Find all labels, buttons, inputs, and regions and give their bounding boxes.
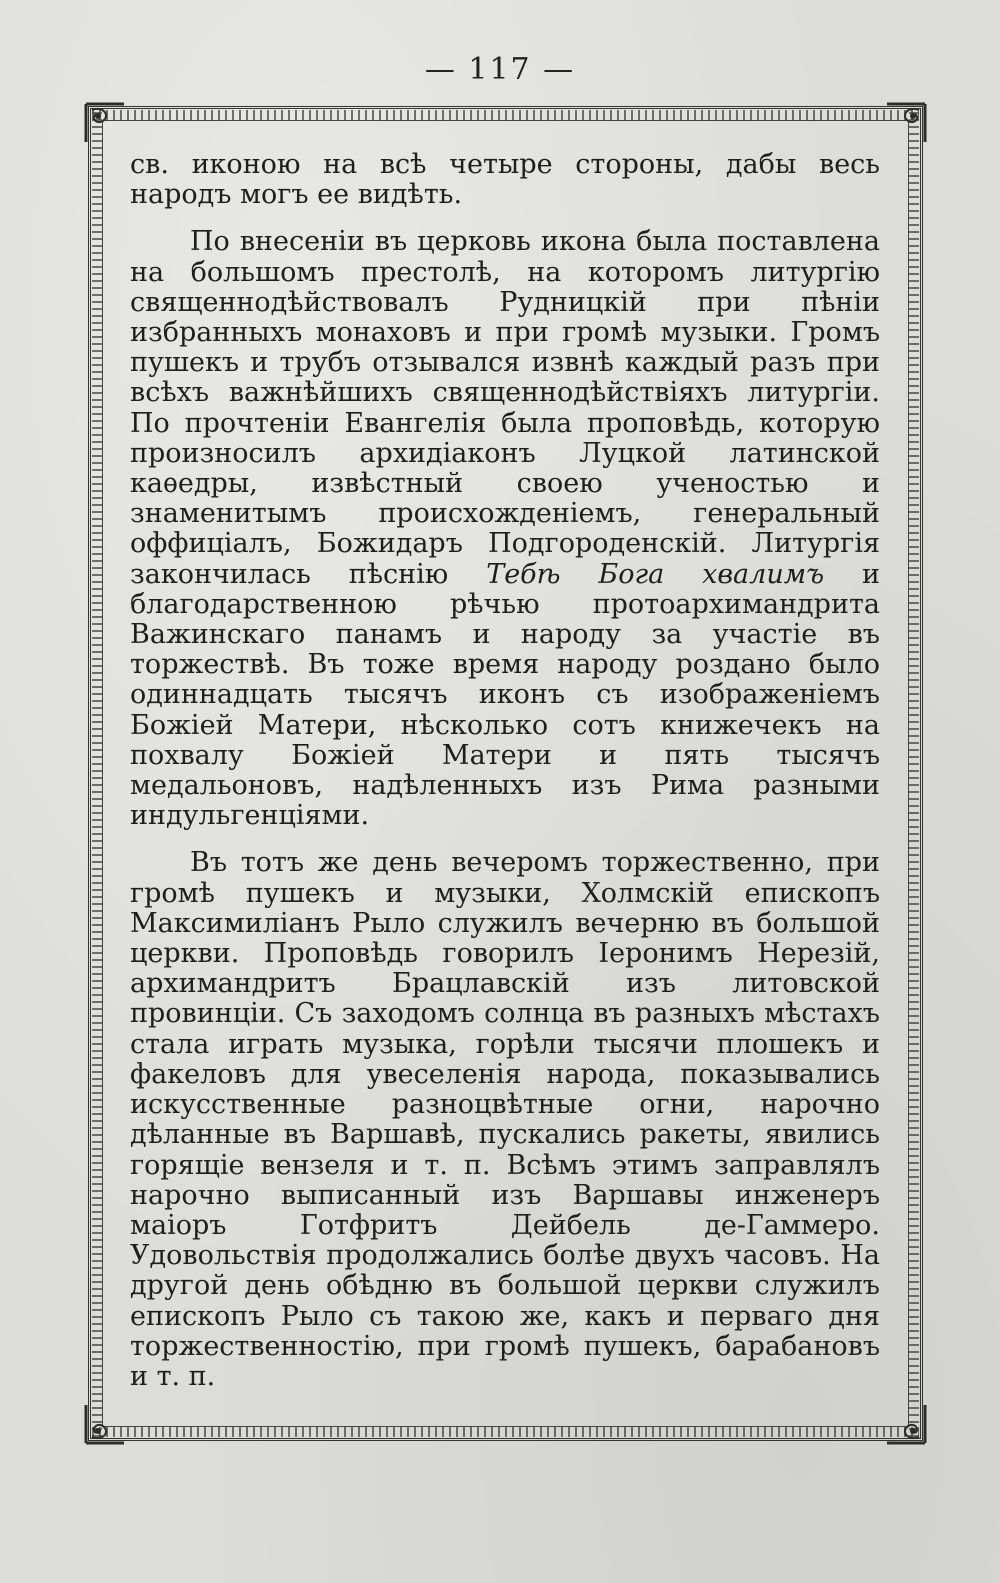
frame-corner-ornament-icon [82,1401,128,1447]
frame-top-band [92,110,919,120]
frame-right-band [909,110,919,1437]
paragraph-text: и благодарственною рѣчью протоархимандрита Важинскаго панамъ и народу за участіе въ торжествѣ. Въ тоже время народу роздано было одиннадцать тысячъ иконъ съ изображеніемъ Божіей Матери, нѣсколько сотъ книжечекъ на похвалу Божіей Матери и пять тысячъ медальоновъ, надѣленныхъ изъ Рима разными индульгенціями. [130,558,880,832]
paragraph-3 [130,848,880,1392]
frame-corner-ornament-icon [883,1401,929,1447]
frame-bottom-band [92,1427,919,1437]
hymn-title-italic: Тебѣ Бога хвалимъ [486,558,825,590]
paragraph-text: св. иконою на всѣ четыре стороны, дабы весь народъ могъ ее видѣть. [130,149,880,211]
frame-corner-ornament-icon [883,100,929,146]
body-text [130,150,880,1392]
frame-corner-ornament-icon [82,100,128,146]
frame-left-band [92,110,102,1437]
paragraph-text: Въ тотъ же день вечеромъ торжественно, при громѣ пушекъ и музыки, Холмскій епископъ Максимиліанъ Рыло служилъ вечерню въ большой церкви. Проповѣдь говорилъ Іеронимъ Нерезій, архимандритъ Брацлавскій изъ литовской провинціи. Съ заходомъ солнца въ разныхъ мѣстахъ стала играть музыка, горѣли тысячи плошекъ и факеловъ для увеселенія народа, показывались искусственные разноцвѣтные огни, нарочно дѣланные въ Варшавѣ, пускались ракеты, явились горящіе вензеля и т. п. Всѣмъ этимъ заправлялъ нарочно выписанный изъ Варшавы инженеръ маіоръ Готфритъ Дейбель де-Гаммеро. Удовольствія продолжались болѣе двухъ часовъ. На другой день обѣдню въ большой церкви служилъ епископъ Рыло съ такою же, какъ и перваго дня торжественностію, при громѣ пушекъ, барабановъ и т. п. [130,847,880,1392]
paragraph-2 [130,227,880,831]
page-number: — 117 — [424,52,576,87]
paragraph-text: По внесеніи въ церковь икона была поставлена на большомъ престолѣ, на которомъ литургію священнодѣйствовалъ Рудницкій при пѣніи избранныхъ монаховъ и при громѣ музыки. Громъ пушекъ и трубъ отзывался извнѣ каждый разъ при всѣхъ важнѣйшихъ священнодѣйствіяхъ литургіи. По прочтеніи Евангелія была проповѣдь, которую произносилъ архидіаконъ Луцкой латинской каѳедры, извѣстный своею ученостью и знаменитымъ происхожденіемъ, генеральный оффиціалъ, Божидаръ Подгороденскій. Литургія закончилась пѣснію [130,226,880,590]
paragraph-1 [130,150,880,210]
